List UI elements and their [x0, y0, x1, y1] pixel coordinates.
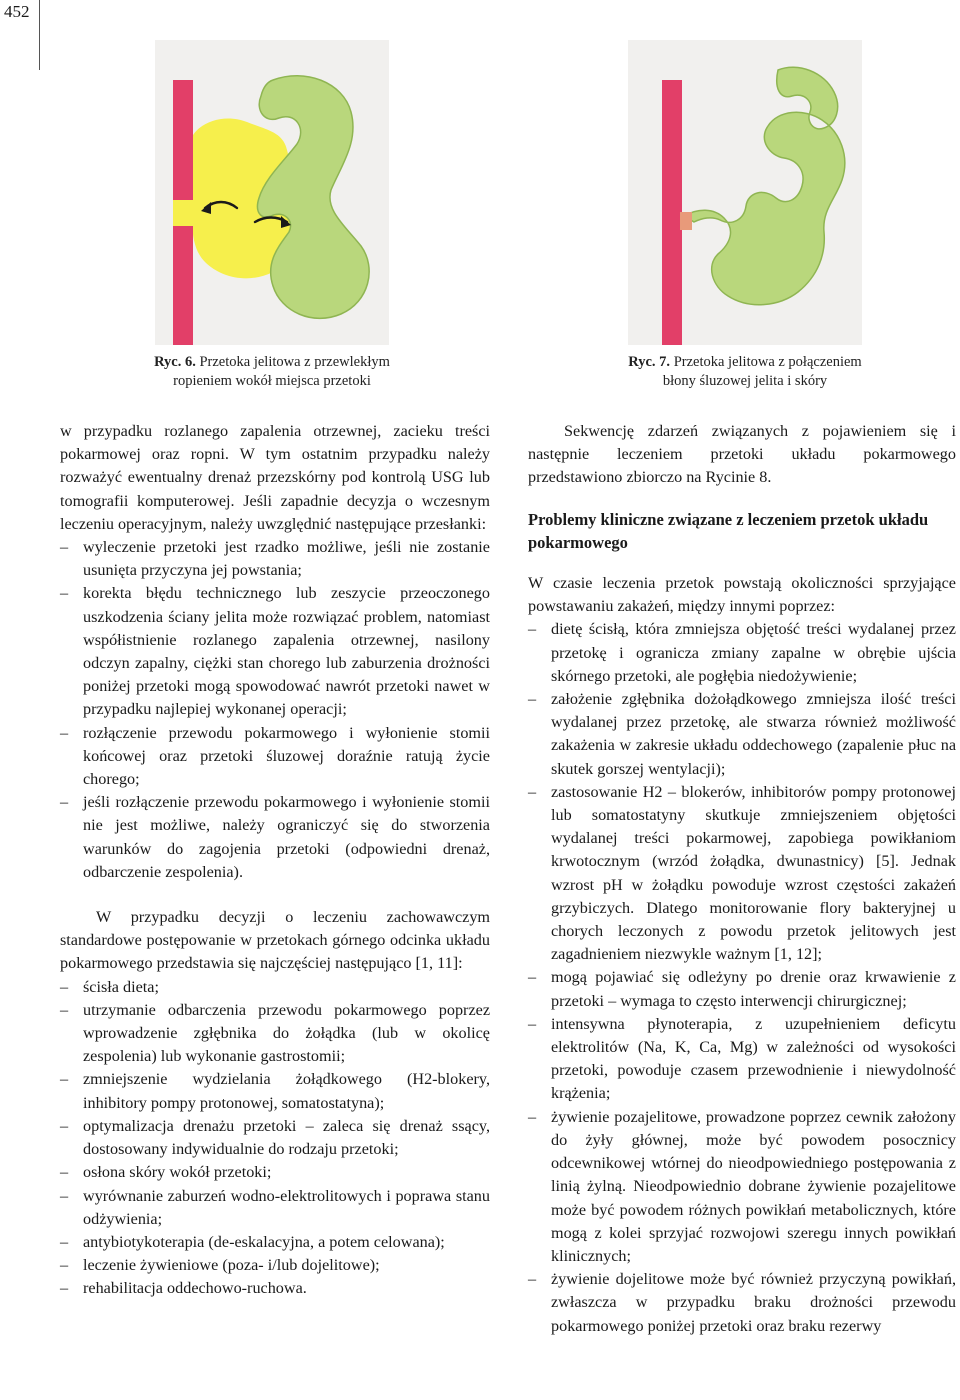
list-item: – rozłączenie przewodu pokarmowego i wyłonienie stomii końcowej oraz przetoki śluzowej doraźnie ratują życie chorego; [60, 722, 490, 792]
figure-6-illustration [155, 40, 389, 345]
figure-7-caption-line1: Przetoka jelitowa z połączeniem [673, 354, 862, 370]
list-item: – jeśli rozłączenie przewodu pokarmowego i wyłonienie stomii nie jest możliwe, należy ograniczyć się do stworzenia warunków do zagojenia przetoki (odpowiedni drenaż, odbarczenie zespolenia). [60, 791, 490, 884]
bowel-loop [258, 76, 370, 319]
list-item: – wyrównanie zaburzeń wodno-elektrolitowych i poprawa stanu odżywienia; [60, 1185, 490, 1231]
bowel-loops [684, 67, 845, 304]
left-paragraph-1: w przypadku rozlanego zapalenia otrzewnej, zacieku treści pokarmowej oraz ropni. W tym ostatnim przypadku należy rozważyć ewentualny drenaż przezskórny pod kontrolą USG lub tomografii komputerowej. Jeśli zapadnie decyzja o wczesnym leczeniu operacyjnym, należy uwzględnić następujące przesłanki: [60, 422, 490, 533]
fistula-abscess-diagram [155, 40, 389, 345]
right-column [528, 420, 956, 1338]
spacer [60, 884, 490, 906]
list-item: – zastosowanie H2 – blokerów, inhibitorów pompy protonowej lub somatostatyny skutkuje zmniejszeniem objętości wydalanej treści pokarmowej, zapobiega powikłaniom krwotocznym (wrzód żołądka, dwunastnicy) [5]. Jednak wzrost pH w żołądku powoduje wzrost częstości zakażeń grzybiczych. Dlatego monitorowanie flory bakteryjnej u chorych leczonych z powodu przetok jelitowych jest zagadnieniem niezwykle ważnym [1, 12]; [528, 781, 956, 967]
figure-7-illustration [628, 40, 862, 345]
figure-6-label: Ryc. 6. [154, 354, 196, 370]
left-paragraph-2: W przypadku decyzji o leczeniu zachowawczym standardowe postępowanie w przetokach górnego odcinka układu pokarmowego przedstawia się najczęściej następująco [1, 11]: [60, 908, 490, 973]
list-item: – ścisła dieta; [60, 976, 490, 999]
figure-6-caption [140, 353, 404, 391]
right-paragraph-2: W czasie leczenia przetok powstają okoliczności sprzyjające powstawaniu zakażeń, między innymi poprzez: [528, 574, 956, 616]
figure-7-caption [606, 353, 884, 391]
right-list [528, 618, 956, 1337]
list-item: – mogą pojawiać się odleżyny po drenie oraz krwawienie z przetoki – wymaga to często interwencji chirurgicznej; [528, 966, 956, 1012]
mucosa-junction [680, 212, 692, 230]
skin-wall [662, 80, 682, 345]
spacer [528, 554, 956, 572]
list-item: – żywienie dojelitowe może być również przyczyną powikłań, zwłaszcza w przypadku braku drożności przewodu pokarmowego poniżej przetoki oraz braku rezerwy [528, 1268, 956, 1338]
list-item: – rehabilitacja oddechowo-ruchowa. [60, 1277, 490, 1300]
section-heading: Problemy kliniczne związane z leczeniem przetok układu pokarmowego [528, 509, 929, 552]
list-item: – wyleczenie przetoki jest rzadko możliwe, jeśli nie zostanie usunięta przyczyna jej powstania; [60, 536, 490, 582]
figure-6-caption-line1: Przetoka jelitowa z przewlekłym [199, 354, 390, 370]
list-item: – intensywna płynoterapia, z uzupełnieniem deficytu elektrolitów (Na, K, Ca, Mg) w zależności od wysokości przetoki, powoduje czasem przewodnienie i niewydolność krążenia; [528, 1013, 956, 1106]
list-item: – założenie zgłębnika dożołądkowego zmniejsza ilość treści wydalanej przez przetokę, ale stwarza również możliwość zakażenia w zakresie układu oddechowego (zapalenie płuc na skutek gorszej wentylacji); [528, 688, 956, 781]
list-item: – antybiotykoterapia (de-eskalacyjna, a potem celowana); [60, 1231, 490, 1254]
list-item: – osłona skóry wokół przetoki; [60, 1161, 490, 1184]
skin-defect [173, 200, 195, 226]
list-item: – żywienie pozajelitowe, prowadzone poprzez cewnik założony do żyły głównej, może być powodem posocznicy odcewnikowej wtórnej do nieodpowiedniego postępowania z linią żylną. Nieodpowiednio dobrane żywienie pozajelitowe może być powodem różnych powikłań metabolicznych, które mogą z kolei sprzyjać rozwojowi szeregu innych powikłań klinicznych; [528, 1106, 956, 1268]
figure-6-caption-line2: ropieniem wokół miejsca przetoki [173, 373, 371, 389]
right-paragraph-1: Sekwencję zdarzeń związanych z pojawieniem się i następnie leczeniem przetoki układu pokarmowego przedstawiono zbiorczo na Rycinie 8. [528, 422, 956, 487]
header-rule [39, 0, 40, 70]
left-list-2 [60, 976, 490, 1301]
figure-7-caption-line2: błony śluzowej jelita i skóry [662, 373, 828, 389]
list-item: – optymalizacja drenażu przetoki – zaleca się drenaż ssący, dostosowany indywidualnie do rodzaju przetoki; [60, 1115, 490, 1161]
page-number: 452 [4, 2, 30, 21]
left-column [60, 420, 490, 1301]
spacer [528, 490, 956, 508]
list-item: – dietę ścisłą, która zmniejsza objętość treści wydalanej przez przetokę i ogranicza zmiany zapalne w obrębie ujścia skórnego przetoki, ale pogłębia niedożywienie; [528, 618, 956, 688]
figure-7-label: Ryc. 7. [628, 354, 671, 370]
fistula-mucosa-diagram [628, 40, 862, 345]
list-item: – zmniejszenie wydzielania żołądkowego (H2-blokery, inhibitory pompy protonowej, somatostatyna); [60, 1068, 490, 1114]
list-item: – korekta błędu technicznego lub zeszycie przeoczonego uszkodzenia ściany jelita może rozwiązać problem, natomiast współistnienie rozlanego zapalenia otrzewnej, nasilony odczyn zapalny, ciężki stan chorego lub zaburzenia drożności poniżej przetoki mogą spowodować nawrót przetoki nawet w przypadku najlepiej wykonanej operacji; [60, 582, 490, 721]
left-list-1 [60, 536, 490, 884]
list-item: – utrzymanie odbarczenia przewodu pokarmowego poprzez wprowadzenie zgłębnika do żołądka (lub w okolicę zespolenia) lub wykonanie gastrostomii; [60, 999, 490, 1069]
list-item: – leczenie żywieniowe (poza- i/lub dojelitowe); [60, 1254, 490, 1277]
